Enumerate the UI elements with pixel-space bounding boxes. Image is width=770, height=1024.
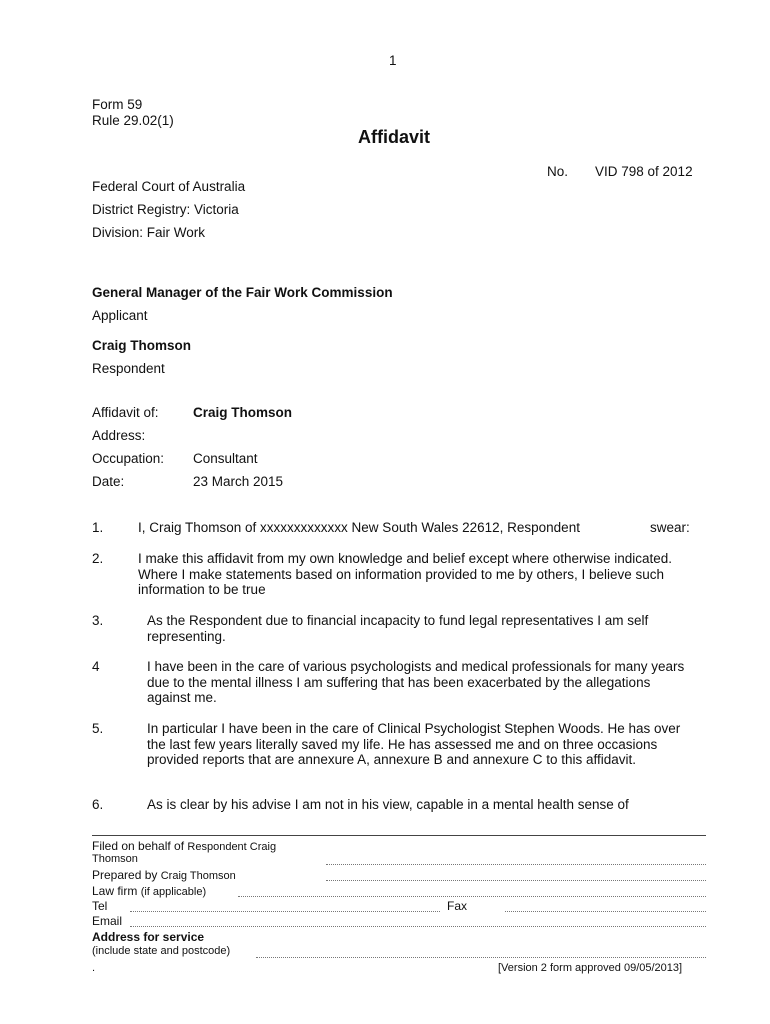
- paragraph-3: [92, 613, 692, 645]
- case-number: VID 798 of 2012: [595, 164, 693, 179]
- court-division: Division: Fair Work: [92, 225, 206, 240]
- court-registry: District Registry: Victoria: [92, 202, 239, 217]
- paragraph-text: I, Craig Thomson of xxxxxxxxxxxxx New South Wales 22612, Respondent: [138, 520, 580, 535]
- paragraph-text: I make this affidavit from my own knowledge and belief except where otherwise indicated. Where I make statements based on information provided to me by others, I believe such information to be true: [138, 551, 673, 597]
- paragraph-6: [92, 797, 692, 815]
- paragraph-5: [92, 721, 692, 785]
- email-label: Email: [92, 914, 123, 928]
- address-for-service-line: [256, 957, 706, 958]
- document-title: Affidavit: [358, 127, 430, 147]
- law-firm-label: Law firm: [92, 884, 138, 898]
- address-label: Address:: [92, 428, 146, 443]
- applicant-name: General Manager of the Fair Work Commission: [92, 285, 393, 300]
- swear-word: swear:: [650, 520, 690, 535]
- email-line: [130, 926, 706, 927]
- paragraph-4: [92, 659, 692, 707]
- paragraph-number: 3.: [92, 613, 104, 628]
- respondent-role: Respondent: [92, 361, 165, 376]
- form-number: Form 59: [92, 97, 143, 112]
- paragraph-number: 1.: [92, 520, 104, 535]
- filed-value-continued: Thomson: [92, 853, 138, 865]
- filed-label: Filed on behalf of: [92, 839, 185, 853]
- court-name: Federal Court of Australia: [92, 179, 246, 194]
- footer-dot: .: [92, 962, 96, 974]
- applicant-role: Applicant: [92, 308, 148, 323]
- paragraph-text: In particular I have been in the care of Clinical Psychologist Stephen Woods. He has over the last few years literally saved my life. He has assessed me and on three occasions provided reports that are annexure A, annexure B and annexure C to this affidavit.: [147, 721, 681, 767]
- paragraph-text: As the Respondent due to financial incapacity to fund legal representatives I am self representing.: [147, 613, 649, 644]
- affidavit-of-value: Craig Thomson: [193, 405, 293, 420]
- law-firm: [92, 884, 206, 898]
- respondent-name: Craig Thomson: [92, 338, 192, 353]
- address-for-service-label: Address for service: [92, 930, 205, 944]
- case-number-label: No.: [547, 164, 569, 179]
- affidavit-of-label: Affidavit of:: [92, 405, 159, 420]
- fax-line: [505, 911, 706, 912]
- footer-divider: [92, 835, 706, 836]
- paragraph-number: 2.: [92, 551, 104, 566]
- paragraph-1: [92, 520, 692, 538]
- law-firm-note: (if applicable): [140, 886, 207, 898]
- prepared-value: Craig Thomson: [160, 870, 236, 882]
- paragraph-text: I have been in the care of various psychologists and medical professionals for many years due to the mental illness I am suffering that has been exacerbated by the allegations against me.: [147, 659, 685, 705]
- prepared-by-line: [326, 880, 706, 881]
- filed-on-behalf-line: [326, 864, 706, 865]
- prepared-by: [92, 868, 236, 882]
- version-note: [Version 2 form approved 09/05/2013]: [498, 962, 683, 974]
- occupation-label: Occupation:: [92, 451, 165, 466]
- form-rule: Rule 29.02(1): [92, 113, 174, 128]
- tel-line: [130, 911, 440, 912]
- date-value: 23 March 2015: [193, 474, 284, 489]
- address-for-service-note: (include state and postcode): [92, 945, 231, 957]
- fax-label: Fax: [447, 899, 468, 913]
- paragraph-number: 6.: [92, 797, 104, 812]
- filed-on-behalf: [92, 839, 276, 853]
- paragraph-2: [92, 551, 692, 599]
- tel-label: Tel: [92, 899, 108, 913]
- date-label: Date:: [92, 474, 125, 489]
- occupation-value: Consultant: [193, 451, 258, 466]
- page-number: 1: [389, 53, 397, 68]
- prepared-label: Prepared by: [92, 868, 158, 882]
- paragraph-number: 4: [92, 659, 100, 674]
- paragraph-text: As is clear by his advise I am not in his view, capable in a mental health sense of: [147, 797, 629, 812]
- filed-value: Respondent Craig: [187, 841, 277, 853]
- law-firm-line: [238, 896, 706, 897]
- paragraph-number: 5.: [92, 721, 104, 736]
